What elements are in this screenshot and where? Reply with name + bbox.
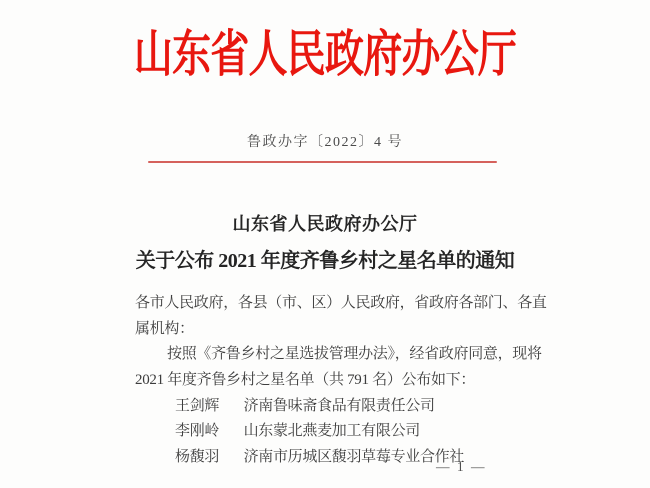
star-entry-row xyxy=(135,421,520,447)
star-entry-organization: 济南市历城区馥羽草莓专业合作社 xyxy=(243,449,465,466)
star-entry-name: 杨馥羽 xyxy=(175,449,220,466)
notice-title-line2: 关于公布 2021 年度齐鲁乡村之星名单的通知 xyxy=(135,250,515,272)
star-entry-organization: 山东蒙北燕麦加工有限公司 xyxy=(243,423,420,440)
star-entry-name: 李刚岭 xyxy=(175,423,220,440)
notice-title-line1: 山东省人民政府办公厅 xyxy=(232,214,418,234)
intro-line-2: 2021 年度齐鲁乡村之星名单（共 791 名）公布如下： xyxy=(135,372,476,389)
document-number: 鲁政办字〔2022〕4 号 xyxy=(247,135,403,150)
document-body xyxy=(135,293,547,473)
masthead-title: 山东省人民政府办公厅 xyxy=(133,26,517,82)
star-entry-name: 王剑辉 xyxy=(175,397,220,414)
page-number: — 1 — xyxy=(436,459,487,474)
intro-line-1: 按照《齐鲁乡村之星选拔管理办法》，经省政府同意，现将 xyxy=(167,346,542,363)
red-divider-line xyxy=(148,161,497,163)
salutation-line-1: 各市人民政府，各县（市、区）人民政府，省政府各部门、各直 xyxy=(135,295,547,311)
notice-title xyxy=(0,210,650,273)
star-entry-organization: 济南鲁味斋食品有限责任公司 xyxy=(243,397,435,414)
star-entry-row xyxy=(135,396,520,422)
salutation-line-2: 属机构： xyxy=(135,320,194,337)
